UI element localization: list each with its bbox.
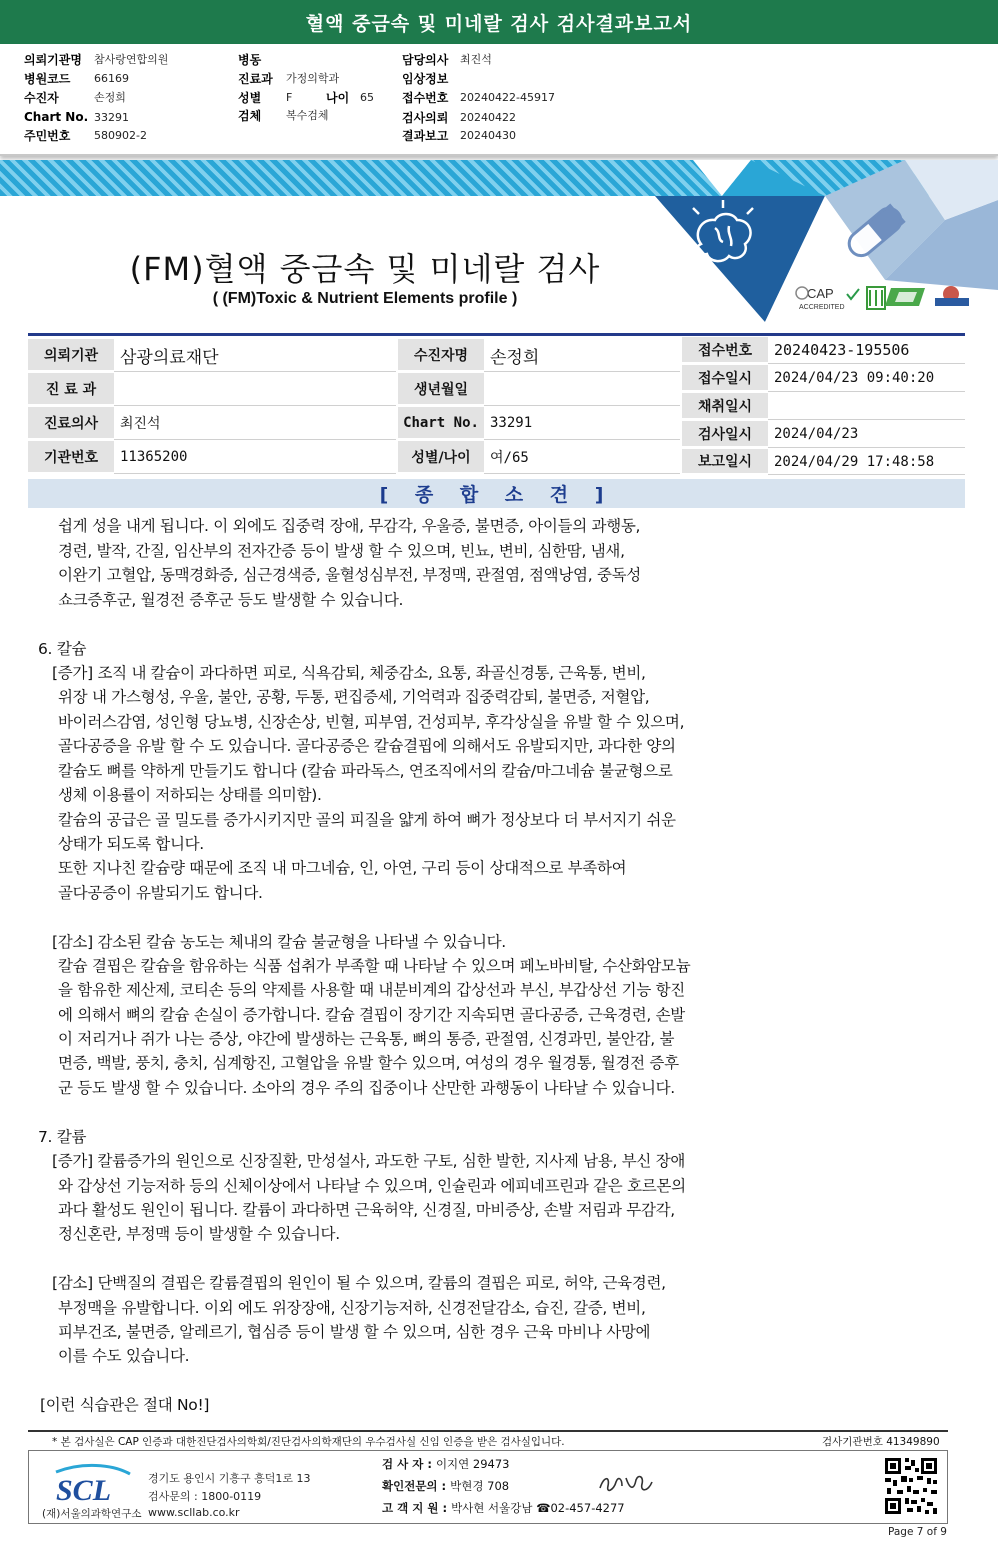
lab-website[interactable]: www.scllab.co.kr	[148, 1506, 240, 1519]
top-info-value: 20240422-45917	[460, 90, 555, 104]
info-label-doctor: 진료의사	[28, 407, 114, 440]
lab-address: 경기도 용인시 기흥구 흥덕1로 13	[148, 1472, 311, 1485]
body-line: 과다 활성도 원인이 됩니다. 칼륨이 과다하면 근육허약, 신경질, 마비증상, 손발 저림과 무감각,	[58, 1201, 675, 1219]
top-info-label: 의뢰기관명	[24, 52, 82, 67]
body-line: 칼슘 결핍은 칼슘을 함유하는 식품 섭취가 부족할 때 나타날 수 있으며 페노바비탈, 수산화암모늄	[58, 957, 691, 975]
top-info-row	[402, 88, 555, 106]
top-info-label: 접수번호	[402, 90, 449, 105]
lab-organization-name: (재)서울의과학연구소	[42, 1508, 142, 1520]
info-value-sex-age: 여/65	[484, 441, 680, 474]
info-label-patient-name: 수진자명	[398, 339, 484, 372]
signature-label: 고 객 지 원 :	[382, 1501, 448, 1515]
top-info-row	[24, 69, 129, 87]
top-info-value: 65	[360, 90, 374, 104]
signature-value: 박사현 서울강남 ☎02-457-4277	[451, 1501, 625, 1515]
top-info-label: 검사의뢰	[402, 110, 449, 125]
signature-value: 이지연 29473	[435, 1457, 510, 1471]
qr-code-icon	[883, 1456, 939, 1516]
cap-accredited-text: ACCREDITED	[799, 304, 845, 311]
body-line: 상태가 되도록 합니다.	[58, 835, 204, 853]
lab-phone: 검사문의 : 1800-0119	[148, 1490, 262, 1503]
body-line: 골다공증을 유발 할 수 도 있습니다. 골다공증은 칼슘결핍에 의해서도 유발되지만, 과다한 양의	[58, 737, 676, 755]
scl-logo	[52, 1462, 132, 1506]
body-line: 생체 이용률이 저하되는 상태를 의미함).	[58, 786, 322, 804]
signature-value: 박현경 708	[450, 1479, 510, 1493]
footer-certification-note: * 본 검사실은 CAP 인증과 대한진단검사의학회/진단검사의학재단의 우수검사실 신임 인증을 받은 검사실입니다.	[52, 1436, 565, 1448]
top-info-label: 병원코드	[24, 71, 71, 86]
info-label-institution: 의뢰기관	[28, 339, 114, 372]
body-line: 쇼크증후군, 월경전 증후군 등도 발생할 수 있습니다.	[58, 591, 404, 609]
info-value-chart-no: 33291	[484, 407, 680, 440]
body-line: 와 갑상선 기능저하 등의 신체이상에서 나타날 수 있으며, 인슐린과 에피네프린과 같은 호르몬의	[58, 1177, 686, 1195]
body-line: 칼슘도 뼈를 약하게 만들기도 합니다 (칼슘 파라독스, 연조직에서의 칼슘/마그네슘 불균형으로	[58, 762, 673, 780]
info-value-report-time: 2024/04/29 17:48:58	[768, 449, 965, 475]
info-label-department: 진 료 과	[28, 373, 114, 406]
body-line: 경련, 발작, 간질, 임산부의 전자간증 등이 발생 할 수 있으며, 빈뇨, 변비, 심한땀, 냄새,	[58, 542, 625, 560]
top-info-value: 가정의학과	[286, 72, 340, 85]
top-info-row	[402, 126, 516, 144]
top-info-label: 주민번호	[24, 128, 71, 143]
info-label-institution-no: 기관번호	[28, 441, 114, 474]
body-line: 부정맥을 유발합니다. 이외 에도 위장장애, 신장기능저하, 신경전달감소, 습진, 갈증, 변비,	[58, 1299, 646, 1317]
body-line: 군 등도 발생 할 수 있습니다. 소아의 경우 주의 집중이나 산만한 과행동이 나타날 수 있습니다.	[58, 1079, 675, 1097]
section-heading: 6. 칼슘	[38, 640, 87, 658]
body-line: [감소] 단백질의 결핍은 칼륨결핍의 원인이 될 수 있으며, 칼륨의 결핍은 피로, 허약, 근육경련,	[52, 1274, 666, 1292]
top-info-label: 담당의사	[402, 52, 449, 67]
report-title: (FM)혈액 중금속 및 미네랄 검사	[129, 250, 601, 288]
top-info-row	[24, 50, 168, 68]
top-info-label: 진료과	[238, 71, 273, 86]
body-line: 피부건조, 불면증, 알레르기, 협심증 등이 발생 할 수 있으며, 심한 경우 근육 마비나 사망에	[58, 1323, 651, 1341]
info-value-collection-time	[768, 393, 965, 420]
body-line: [증가] 조직 내 칼슘이 과다하면 피로, 식욕감퇴, 체중감소, 요통, 좌골신경통, 근육통, 변비,	[52, 664, 646, 682]
body-line: 쉽게 성을 내게 됩니다. 이 외에도 집중력 장애, 무감각, 우울증, 불면증, 아이들의 과행동,	[58, 517, 641, 535]
top-info-value: 33291	[94, 110, 129, 124]
body-line: [감소] 감소된 칼슘 농도는 체내의 칼슘 불균형을 나타낼 수 있습니다.	[52, 933, 506, 951]
top-info-row	[238, 88, 374, 106]
top-info-label: 임상정보	[402, 71, 449, 86]
top-info-value: 참사랑연합의원	[94, 53, 169, 66]
top-info-label: 결과보고	[402, 128, 449, 143]
info-label-receipt-time: 접수일시	[682, 365, 768, 392]
top-info-value: 복수검체	[286, 109, 329, 122]
info-label-receipt-no: 접수번호	[682, 337, 768, 364]
info-value-receipt-no: 20240423-195506	[768, 337, 965, 364]
top-info-row	[24, 126, 147, 144]
body-line: 또한 지나친 칼슘량 때문에 조직 내 마그네슘, 인, 아연, 구리 등이 상대적으로 부족하여	[58, 859, 627, 877]
page-number: Page 7 of 9	[888, 1526, 947, 1538]
summary-section-title: [ 종 합 소 견 ]	[28, 479, 965, 508]
top-info-value: 20240422	[460, 110, 516, 124]
top-info-row	[402, 50, 492, 68]
top-info-row	[402, 108, 516, 126]
top-info-row	[24, 108, 129, 126]
body-line: 바이러스감염, 성인형 당뇨병, 신장손상, 빈혈, 피부염, 건성피부, 후각상실을 유발 할 수 있으며,	[58, 713, 685, 731]
info-label-birthdate: 생년월일	[398, 373, 484, 406]
top-info-value: 손정희	[94, 91, 126, 104]
info-label-collection-time: 채취일시	[682, 393, 768, 420]
body-line: 이완기 고혈압, 동맥경화증, 심근경색증, 울혈성심부전, 부정맥, 관절염, 점액낭염, 중독성	[58, 566, 641, 584]
body-line: 이 저리거나 쥐가 나는 증상, 야간에 발생하는 근육통, 뼈의 통증, 관절염, 신경과민, 불안감, 불	[58, 1030, 675, 1048]
footer-divider	[28, 1430, 948, 1432]
top-info-value: 20240430	[460, 128, 516, 142]
body-line: 이를 수도 있습니다.	[58, 1347, 190, 1365]
body-line: 정신혼란, 부정맥 등이 발생할 수 있습니다.	[58, 1225, 340, 1243]
body-line: 칼슘의 공급은 골 밀도를 증가시키지만 골의 피질을 얇게 하여 뼈가 정상보다 더 부서지기 쉬운	[58, 811, 676, 829]
body-line: [증가] 칼륨증가의 원인으로 신장질환, 만성설사, 과도한 구토, 심한 발한, 지사제 남용, 부신 장애	[52, 1152, 686, 1170]
cap-logo-text: CAP	[807, 286, 834, 301]
report-subtitle: ( (FM)Toxic & Nutrient Elements profile )	[212, 290, 518, 307]
top-info-panel	[0, 44, 998, 156]
info-label-chart-no: Chart No.	[398, 407, 484, 440]
body-line: 에 의해서 뼈의 칼슘 손실이 증가합니다. 칼슘 결핍이 장기간 지속되면 골다공증, 근육경련, 손발	[58, 1006, 685, 1024]
top-info-value: F	[286, 90, 293, 104]
info-value-receipt-time: 2024/04/23 09:40:20	[768, 365, 965, 392]
body-line: [이런 식습관은 절대 No!]	[40, 1396, 210, 1414]
body-line: 위장 내 가스형성, 우울, 불안, 공황, 두통, 편집증세, 기억력과 집중력감퇴, 불면증, 저혈압,	[58, 688, 650, 706]
report-header-title: 혈액 중금속 및 미네랄 검사 검사결과보고서	[0, 0, 998, 44]
info-label-test-date: 검사일시	[682, 421, 768, 448]
top-info-row	[238, 69, 339, 87]
section-heading: 7. 칼륨	[38, 1128, 87, 1146]
info-label-report-time: 보고일시	[682, 449, 768, 475]
info-value-patient-name: 손정희	[484, 339, 680, 372]
signature-label: 확인전문의 :	[382, 1479, 447, 1493]
body-line: 을 함유한 제산제, 코티손 등의 약제를 사용할 때 내분비계의 갑상선과 부신, 부갑상선 기능 항진	[58, 981, 685, 999]
top-info-label: 수진자	[24, 90, 59, 105]
signature-row-specialist	[382, 1478, 509, 1494]
certification-logos	[796, 286, 969, 311]
info-value-doctor: 최진석	[114, 407, 396, 440]
top-info-label: 나이	[326, 90, 350, 105]
info-label-sex-age: 성별/나이	[398, 441, 484, 474]
signature-label: 검 사 자 :	[382, 1457, 432, 1471]
info-value-department	[114, 373, 396, 406]
body-line: 골다공증이 유발되기도 합니다.	[58, 884, 263, 902]
top-info-value: 66169	[94, 71, 129, 85]
top-info-row	[238, 50, 286, 68]
footer-institution-number: 검사기관번호 41349890	[822, 1436, 940, 1448]
top-info-row	[24, 88, 126, 106]
info-value-institution-no: 11365200	[114, 441, 396, 474]
info-value-institution: 삼광의료재단	[114, 339, 396, 372]
svg-text:SCL: SCL	[56, 1474, 112, 1506]
top-info-row	[402, 69, 460, 87]
handwritten-signature	[596, 1470, 656, 1498]
top-info-value: 580902-2	[94, 128, 147, 142]
info-value-birthdate	[484, 373, 680, 406]
top-info-label: Chart No.	[24, 110, 89, 124]
patient-info-table	[28, 333, 965, 475]
body-line: 면증, 백발, 풍치, 충치, 심계항진, 고혈압을 유발 할수 있으며, 여성의 경우 월경통, 월경전 증후	[58, 1054, 679, 1072]
top-info-label: 병동	[238, 52, 262, 67]
top-info-row	[238, 106, 329, 124]
top-info-label: 검체	[238, 108, 262, 123]
signature-row-tester	[382, 1456, 510, 1472]
signature-row-support	[382, 1500, 625, 1516]
top-info-value: 최진석	[460, 53, 492, 66]
top-info-label: 성별	[238, 90, 262, 105]
info-value-test-date: 2024/04/23	[768, 421, 965, 448]
